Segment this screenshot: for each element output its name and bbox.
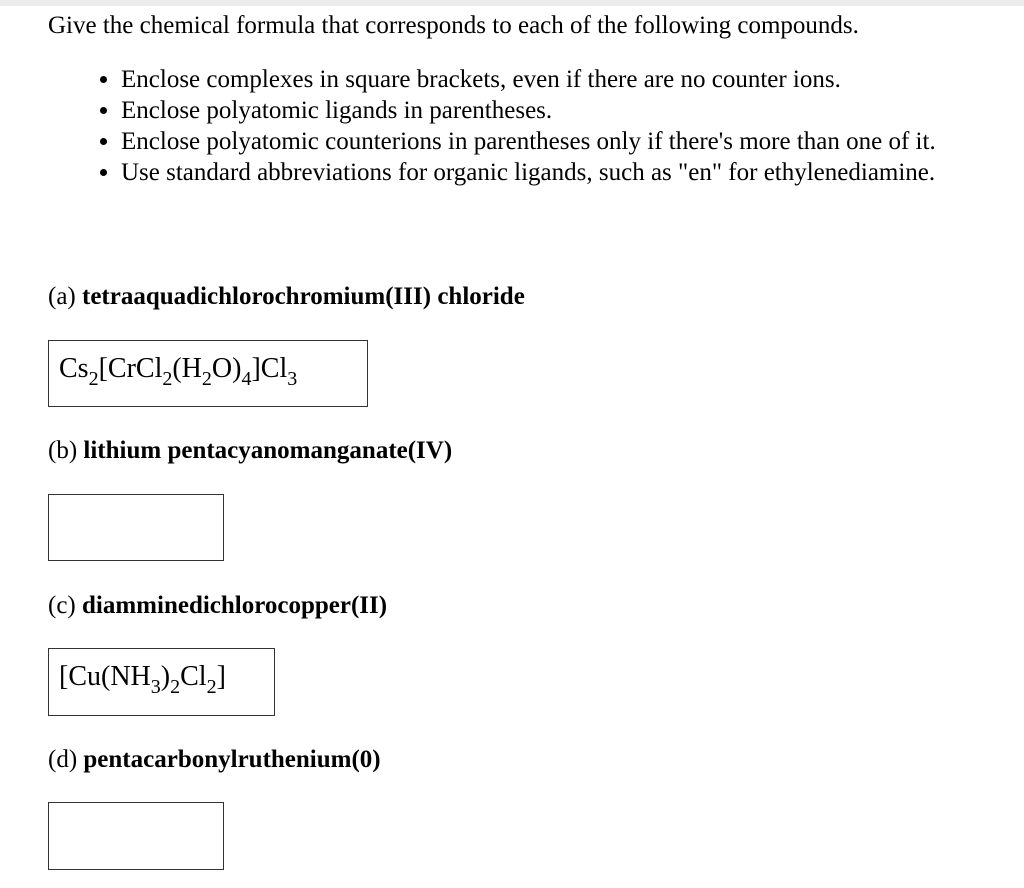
instruction-item: • Enclose polyatomic counterions in parentheses only if there's more than one of it. <box>121 126 1001 157</box>
formula-subscript: 2 <box>170 676 181 698</box>
formula-subscript: 2 <box>206 676 217 698</box>
part-a-answer-formula <box>59 341 298 390</box>
part-c-answer-formula <box>59 649 226 698</box>
formula-subscript: 3 <box>150 676 161 698</box>
part-b-tag: (b) <box>48 437 78 464</box>
formula-text: ]Cl <box>251 353 288 384</box>
part-d-tag: (d) <box>48 746 78 773</box>
formula-text: ] <box>216 661 226 692</box>
question-prompt: Give the chemical formula that corresponds to each of the following compounds. <box>48 12 859 39</box>
part-b-name: lithium pentacyanomanganate(IV) <box>83 437 453 464</box>
part-a-label <box>48 283 525 311</box>
formula-text: [Cu(NH <box>59 661 151 692</box>
part-c-tag: (c) <box>48 592 76 619</box>
part-a-answer-box[interactable] <box>48 340 368 407</box>
part-c-label <box>48 592 387 620</box>
part-a-name: tetraaquadichlorochromium(III) chloride <box>82 283 525 310</box>
part-c-name: diamminedichlorocopper(II) <box>82 592 388 619</box>
instruction-list <box>97 64 1001 188</box>
formula-text: (H <box>172 353 202 384</box>
formula-subscript: 3 <box>287 368 298 390</box>
instruction-item: • Use standard abbreviations for organic ligands, such as "en" for ethylenediamine. <box>121 157 1001 188</box>
instruction-item: • Enclose complexes in square brackets, even if there are no counter ions. <box>121 64 1001 95</box>
formula-subscript: 2 <box>162 368 173 390</box>
formula-subscript: 2 <box>201 368 212 390</box>
instruction-item: • Enclose polyatomic ligands in parentheses. <box>121 95 1001 126</box>
part-d-name: pentacarbonylruthenium(0) <box>83 746 381 773</box>
formula-text: Cs <box>59 353 89 384</box>
formula-text: O) <box>211 353 242 384</box>
formula-text: Cl <box>180 661 207 692</box>
formula-text: ) <box>160 661 171 692</box>
part-a-tag: (a) <box>48 283 76 310</box>
part-b-label <box>48 437 452 465</box>
part-d-label <box>48 746 381 774</box>
part-b-answer-box[interactable] <box>48 494 224 561</box>
formula-text: [CrCl <box>98 353 163 384</box>
top-bar <box>0 0 1024 6</box>
part-d-answer-box[interactable] <box>48 802 224 870</box>
formula-subscript: 4 <box>241 368 252 390</box>
part-c-answer-box[interactable] <box>48 648 275 716</box>
formula-subscript: 2 <box>88 368 99 390</box>
